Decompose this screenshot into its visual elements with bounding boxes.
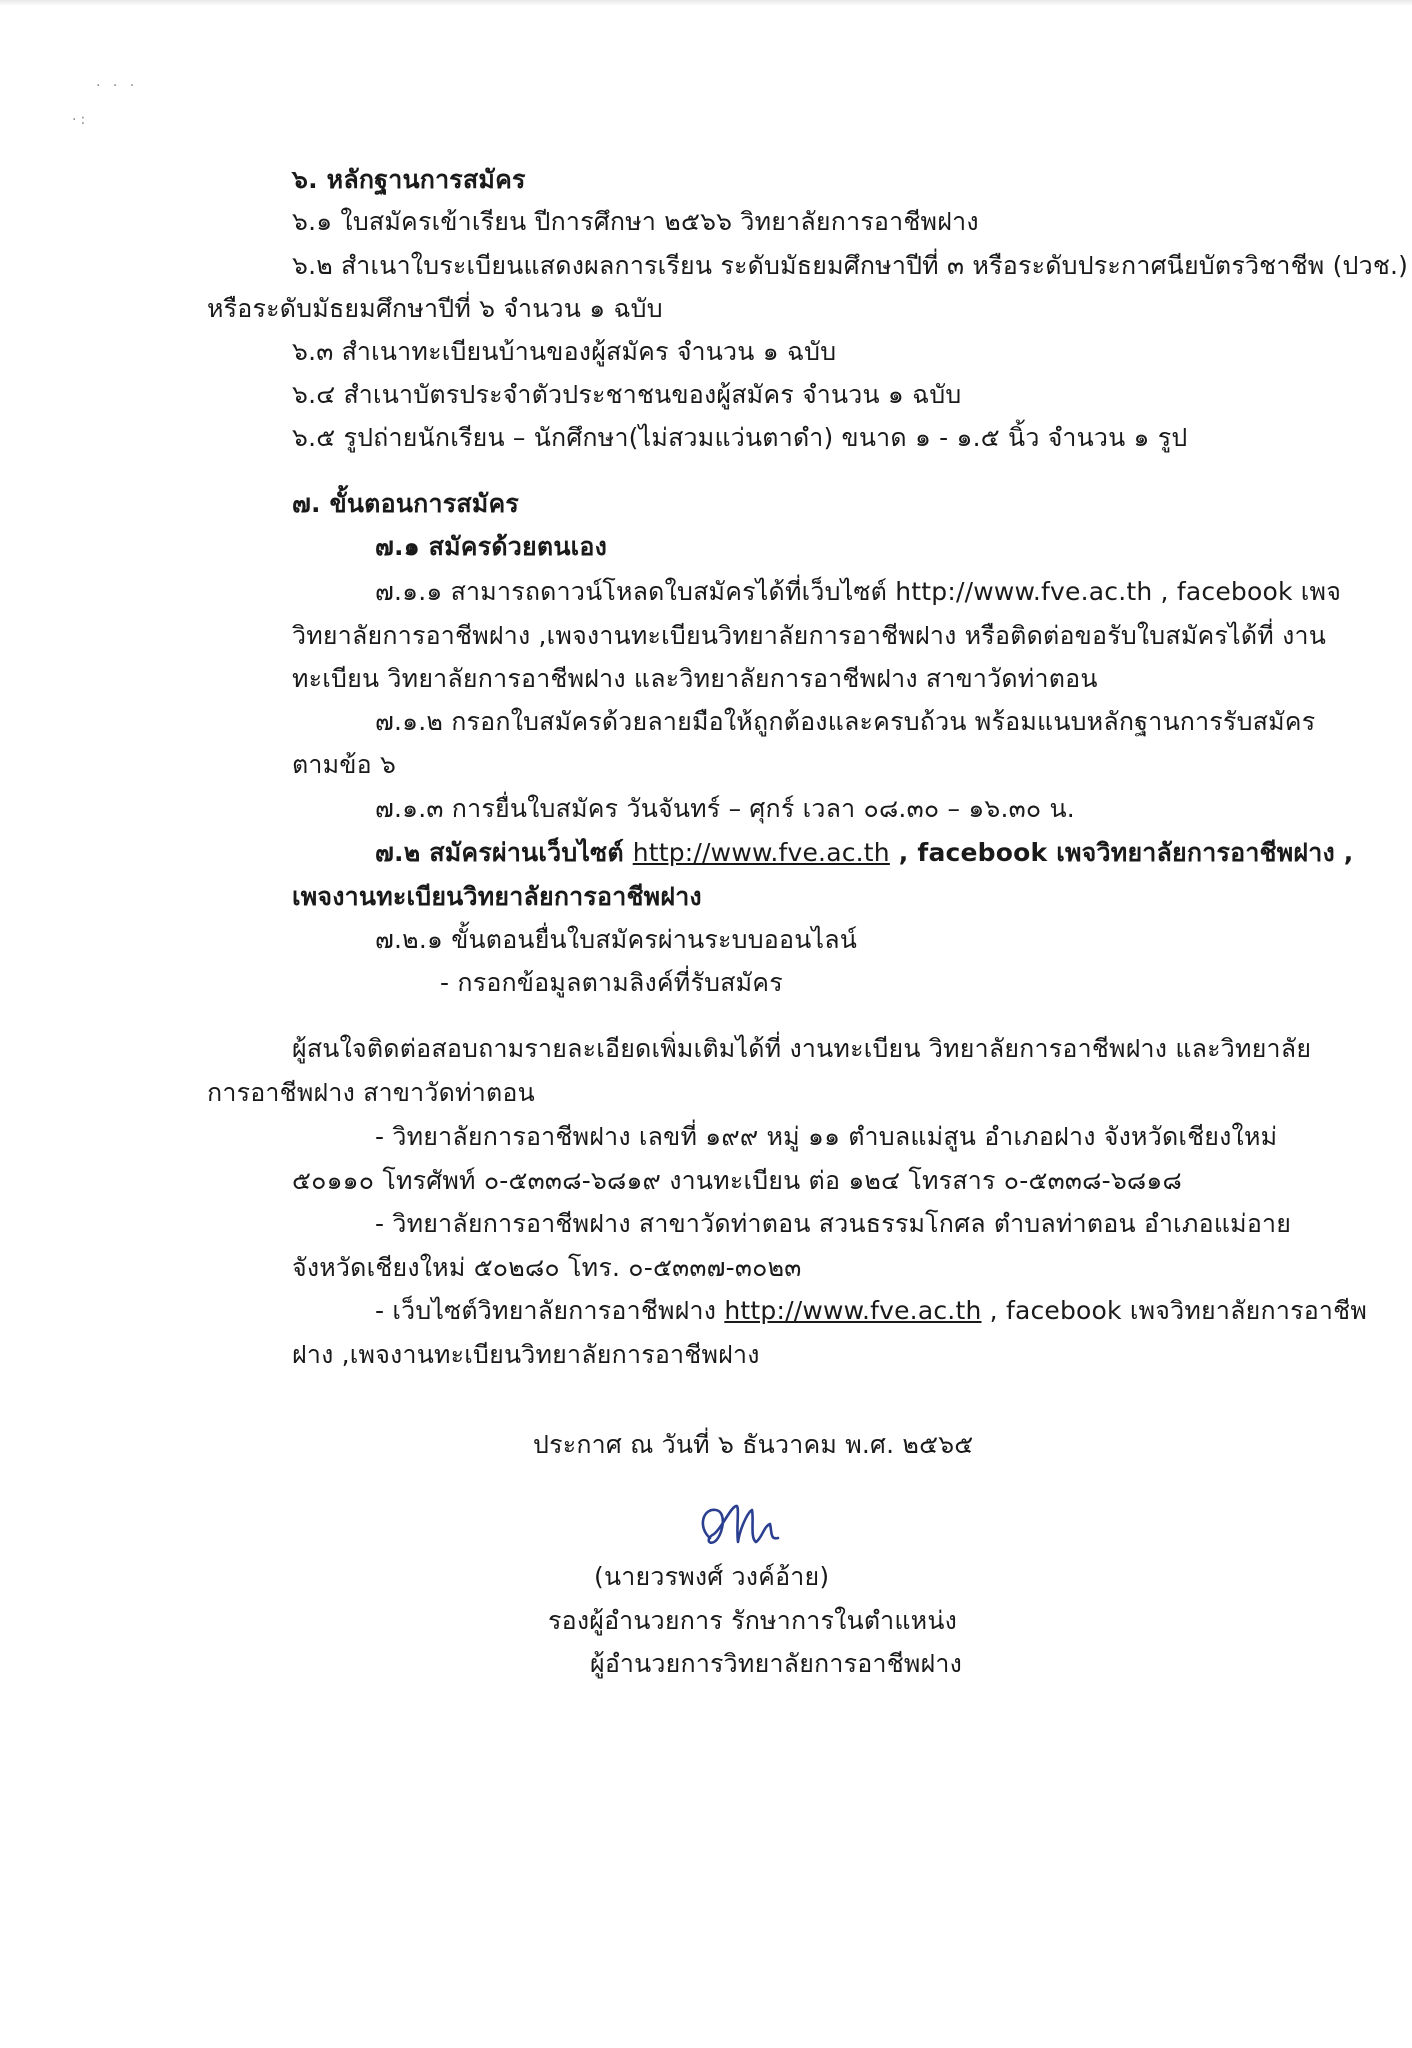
scan-top-edge <box>0 0 1412 6</box>
section-7-2-heading <box>375 836 1354 870</box>
section-6-item-1: ๖.๑ ใบสมัครเข้าเรียน ปีการศึกษา ๒๕๖๖ วิทยาลัยการอาชีพฝาง <box>292 207 979 236</box>
section-7-1-2: ๗.๑.๒ กรอกใบสมัครด้วยลายมือให้ถูกต้องและครบถ้วน พร้อมแนบหลักฐานการรับสมัคร <box>375 707 1316 736</box>
section-6-item-2-cont: หรือระดับมัธยมศึกษาปีที่ ๖ จำนวน ๑ ฉบับ <box>207 294 663 323</box>
website-link[interactable]: http://www.fve.ac.th <box>632 838 890 867</box>
announcement-date: ประกาศ ณ วันที่ ๖ ธันวาคม พ.ศ. ๒๕๖๕ <box>533 1430 974 1459</box>
section-7-2-1-bullet: - กรอกข้อมูลตามลิงค์ที่รับสมัคร <box>440 968 783 997</box>
section-7-1-1-cont: วิทยาลัยการอาชีพฝาง ,เพจงานทะเบียนวิทยาลัยการอาชีพฝาง หรือติดต่อขอรับใบสมัครได้ที่ งาน <box>292 621 1327 650</box>
contact-campus-branch-cont: จังหวัดเชียงใหม่ ๕๐๒๘๐ โทร. ๐-๕๓๓๗-๓๐๒๓ <box>292 1253 802 1282</box>
scan-speck: · · · <box>96 78 139 94</box>
contact-website-rest: , facebook เพจวิทยาลัยการอาชีพ <box>981 1296 1368 1325</box>
contact-campus-main-cont: ๕๐๑๑๐ โทรศัพท์ ๐-๕๓๓๘-๖๘๑๙ งานทะเบียน ต่อ ๑๒๔ โทรสาร ๐-๕๓๓๘-๖๘๑๘ <box>292 1166 1182 1195</box>
signer-title: รองผู้อำนวยการ รักษาการในตำแหน่ง <box>548 1606 958 1635</box>
signer-name: (นายวรพงศ์ วงค์อ้าย) <box>594 1562 830 1591</box>
website-link[interactable]: http://www.fve.ac.th <box>724 1296 982 1325</box>
section-6-item-4: ๖.๔ สำเนาบัตรประจำตัวประชาชนของผู้สมัคร จำนวน ๑ ฉบับ <box>292 380 962 409</box>
contact-website-cont: ฝาง ,เพจงานทะเบียนวิทยาลัยการอาชีพฝาง <box>292 1340 760 1369</box>
section-6-item-5: ๖.๕ รูปถ่ายนักเรียน – นักศึกษา(ไม่สวมแว่นตาดำ) ขนาด ๑ - ๑.๕ นิ้ว จำนวน ๑ รูป <box>292 423 1188 452</box>
section-6-heading: ๖. หลักฐานการสมัคร <box>292 165 526 194</box>
section-7-2-1: ๗.๒.๑ ขั้นตอนยื่นใบสมัครผ่านระบบออนไลน์ <box>375 925 858 954</box>
contact-campus-main: - วิทยาลัยการอาชีพฝาง เลขที่ ๑๙๙ หมู่ ๑๑ ตำบลแม่สูน อำเภอฝาง จังหวัดเชียงใหม่ <box>375 1122 1278 1151</box>
contact-website-prefix: - เว็บไซต์วิทยาลัยการอาชีพฝาง <box>375 1296 717 1325</box>
section-7-1-3: ๗.๑.๓ การยื่นใบสมัคร วันจันทร์ – ศุกร์ เวลา ๐๘.๓๐ – ๑๖.๓๐ น. <box>375 794 1075 823</box>
contact-website <box>375 1294 1367 1328</box>
section-7-2-rest: , facebook เพจวิทยาลัยการอาชีพฝาง , <box>889 838 1354 867</box>
scan-speck: ·: <box>72 112 90 128</box>
section-6-item-2: ๖.๒ สำเนาใบระเบียนแสดงผลการเรียน ระดับมัธยมศึกษาปีที่ ๓ หรือระดับประกาศนียบัตรวิชาชีพ (ปวช.) <box>292 251 1409 280</box>
section-7-2-label: ๗.๒ สมัครผ่านเว็บไซต์ <box>375 838 624 867</box>
section-6-item-3: ๖.๓ สำเนาทะเบียนบ้านของผู้สมัคร จำนวน ๑ ฉบับ <box>292 337 837 366</box>
section-7-1-heading: ๗.๑ สมัครด้วยตนเอง <box>375 532 607 561</box>
section-7-2-heading-cont: เพจงานทะเบียนวิทยาลัยการอาชีพฝาง <box>292 882 702 911</box>
section-7-1-1: ๗.๑.๑ สามารถดาวน์โหลดใบสมัครได้ที่เว็บไซต์ http://www.fve.ac.th , facebook เพจ <box>375 577 1342 606</box>
signer-title-cont: ผู้อำนวยการวิทยาลัยการอาชีพฝาง <box>590 1649 963 1678</box>
contact-campus-branch: - วิทยาลัยการอาชีพฝาง สาขาวัดท่าตอน สวนธรรมโกศล ตำบลท่าตอน อำเภอแม่อาย <box>375 1209 1292 1238</box>
contact-intro-cont: การอาชีพฝาง สาขาวัดท่าตอน <box>207 1078 535 1107</box>
section-7-1-1-cont: ทะเบียน วิทยาลัยการอาชีพฝาง และวิทยาลัยการอาชีพฝาง สาขาวัดท่าตอน <box>292 664 1098 693</box>
section-7-1-2-cont: ตามข้อ ๖ <box>292 750 397 779</box>
contact-intro: ผู้สนใจติดต่อสอบถามรายละเอียดเพิ่มเติมได้ที่ งานทะเบียน วิทยาลัยการอาชีพฝาง และวิทยาลัย <box>292 1034 1312 1063</box>
signature-image <box>692 1498 802 1558</box>
section-7-heading: ๗. ขั้นตอนการสมัคร <box>292 489 520 518</box>
